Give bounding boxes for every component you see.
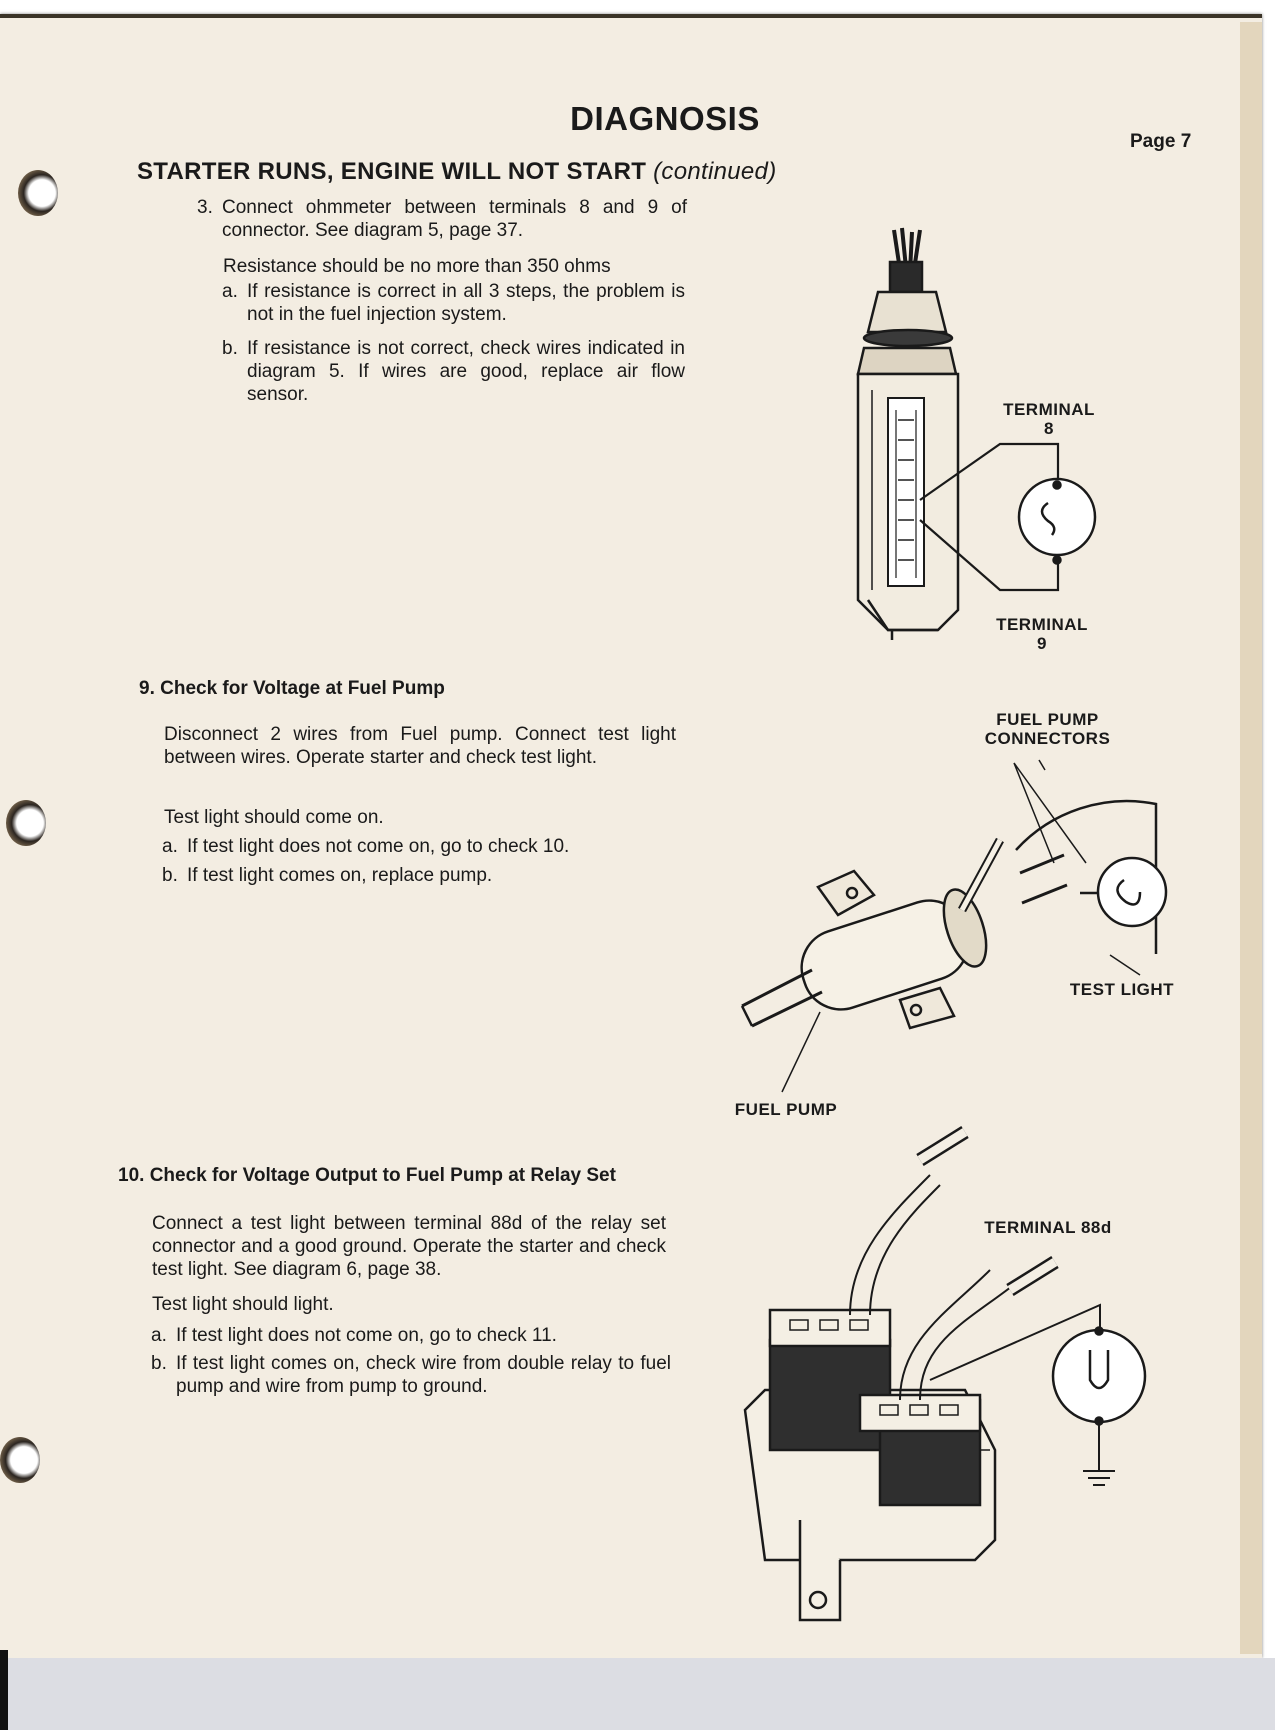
- check-10-heading: 10. Check for Voltage Output to Fuel Pump at Relay Set: [118, 1165, 616, 1186]
- step-number: 3.: [197, 197, 213, 218]
- relay-diagram: [745, 1132, 1145, 1620]
- fuel-pump-diagram: [742, 760, 1166, 1092]
- step-text: Connect ohmmeter between terminals 8 and 9 of connector. See diagram 5, page 37.: [222, 197, 687, 241]
- check-9-a: a. If test light does not come on, go to check 10.: [162, 836, 570, 857]
- label-fuel-pump: FUEL PUMP: [734, 1100, 838, 1119]
- check-9-text: Disconnect 2 wires from Fuel pump. Connect test light between wires. Operate starter and check test light.: [164, 724, 676, 768]
- label-terminal-88d: TERMINAL 88d: [984, 1218, 1112, 1237]
- step-3-result: Resistance should be no more than 350 ohms: [223, 256, 611, 277]
- check-10-result: Test light should light.: [152, 1294, 334, 1315]
- section-continued: (continued): [653, 158, 777, 185]
- label-fuel-pump-connectors: FUEL PUMP CONNECTORS: [984, 710, 1111, 748]
- label-test-light: TEST LIGHT: [1069, 980, 1175, 999]
- check-10-b: b. If test light comes on, check wire from double relay to fuel pump and wire from pump to ground.: [151, 1353, 671, 1397]
- check-9-result: Test light should come on.: [164, 807, 384, 828]
- check-9-heading: 9. Check for Voltage at Fuel Pump: [139, 678, 445, 699]
- check-9-b: b. If test light comes on, replace pump.: [162, 865, 493, 886]
- label-terminal-8: TERMINAL 8: [1003, 400, 1095, 438]
- label-terminal-9: TERMINAL 9: [996, 615, 1088, 653]
- section-title: STARTER RUNS, ENGINE WILL NOT START (continued): [137, 158, 777, 185]
- check-10-a: a. If test light does not come on, go to check 11.: [151, 1325, 557, 1346]
- page-number: Page 7: [1130, 131, 1192, 152]
- page-title: DIAGNOSIS: [570, 100, 760, 137]
- step-3-a: a. If resistance is correct in all 3 steps, the problem is not in the fuel injection system.: [222, 281, 685, 325]
- check-10-text: Connect a test light between terminal 88d of the relay set connector and a good ground. Operate the starter and check test light. See diagram 6, page 38.: [152, 1213, 666, 1280]
- step-3-b: b. If resistance is not correct, check wires indicated in diagram 5. If wires are good, replace air flow sensor.: [222, 338, 685, 405]
